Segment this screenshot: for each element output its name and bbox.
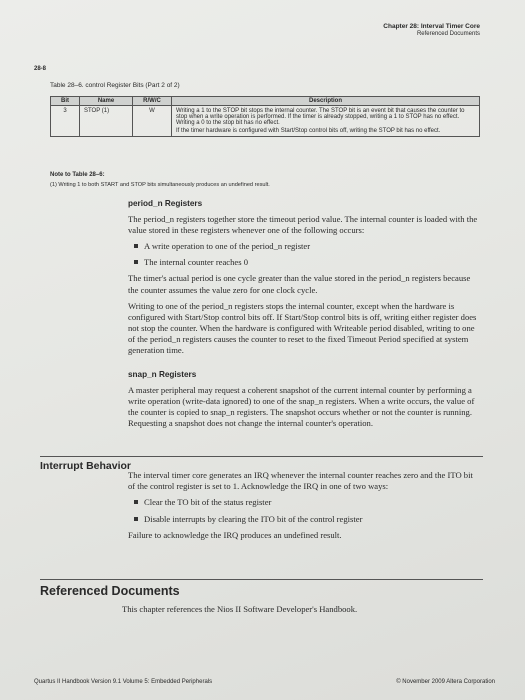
interrupt-paragraph-1: The interval timer core generates an IRQ whenever the internal counter reaches zero and the ITO bit of the control register is set to 1. Acknowledge the IRQ in one of two ways: <box>128 470 473 492</box>
period-paragraph-1: The period_n registers together store the timeout period value. The internal counter is loaded with the value stored in these registers whenever one of the following occurs: <box>128 213 478 235</box>
col-rwc: R/W/C <box>133 97 172 106</box>
period-section <box>128 199 478 362</box>
footer-left: Quartus II Handbook Version 9.1 Volume 5: Embedded Peripherals <box>34 679 213 685</box>
interrupt-heading: Interrupt Behavior <box>40 460 132 472</box>
col-name: Name <box>80 97 133 106</box>
referenced-section <box>122 604 472 620</box>
snap-paragraph-1: A master peripheral may request a coherent snapshot of the current internal counter by performing a write operation (write-data ignored) to one of the snap_n registers. When a write occurs, the value of the counter is copied to snap_n registers. The snapshot occurs whether or not the counter is running. Requesting a snapshot does not change the internal counter's operation. <box>128 384 475 429</box>
table-note-title: Note to Table 28–6: <box>50 172 105 178</box>
referenced-heading: Referenced Documents <box>40 584 180 598</box>
running-header-section: Referenced Documents <box>416 31 480 37</box>
bullet-icon <box>134 500 138 504</box>
snap-heading: snap_n Registers <box>128 370 197 379</box>
bullet-icon <box>134 517 138 521</box>
table-note-1: (1) Writing 1 to both START and STOP bits simultaneously produces an undefined result. <box>50 182 270 188</box>
interrupt-section <box>128 470 478 546</box>
cell-rwc: W <box>133 106 172 137</box>
table-row <box>51 106 480 137</box>
referenced-paragraph: This chapter references the Nios II Software Developer's Handbook. <box>122 604 358 614</box>
description-line-1: Writing a 1 to the STOP bit stops the internal counter. The STOP bit is an event bit that causes the counter to stop when a write operation is performed. If the timer is already stopped, writing a 1 to STOP has no effect. Writing a 0 to the stop bit has no effect. <box>176 108 465 126</box>
section-divider <box>40 456 483 457</box>
register-table <box>50 96 480 137</box>
list-item: A write operation to one of the period_n register <box>134 241 478 252</box>
period-paragraph-3: Writing to one of the period_n registers stops the internal counter, except when the hardware is configured with Start/Stop control bits off. If Start/Stop control bits is off, writing either register does not stop the counter. When the hardware is configured with Writeable period disabled, writing to one of the period_n registers causes the counter to reset to the fixed Timeout Period specified at system generation time. <box>128 300 477 356</box>
cell-name: STOP (1) <box>80 106 133 137</box>
bullet-icon <box>134 260 138 264</box>
running-header-chapter: Chapter 28: Interval Timer Core <box>383 23 480 30</box>
cell-bit: 3 <box>51 106 80 137</box>
section-divider <box>40 579 483 580</box>
footer-right: © November 2009 Altera Corporation <box>396 679 495 685</box>
list-item: The internal counter reaches 0 <box>134 257 478 268</box>
description-line-2: If the timer hardware is configured with Start/Stop control bits off, writing the STOP bit has no effect. <box>176 128 441 134</box>
table-header-row <box>51 97 480 106</box>
cell-description <box>172 106 480 137</box>
table-caption: Table 28–6. control Register Bits (Part 2 of 2) <box>50 82 180 89</box>
period-heading: period_n Registers <box>128 199 203 208</box>
period-paragraph-2: The timer's actual period is one cycle greater than the value stored in the period_n registers because the counter assumes the value zero for one clock cycle. <box>128 273 471 295</box>
page-number: 28-8 <box>34 66 47 72</box>
col-description: Description <box>172 97 480 106</box>
bullet-icon <box>134 244 138 248</box>
snap-section <box>128 370 478 434</box>
list-item: Clear the TO bit of the status register <box>134 497 478 508</box>
interrupt-paragraph-2: Failure to acknowledge the IRQ produces an undefined result. <box>128 529 342 540</box>
col-bit: Bit <box>51 97 80 106</box>
list-item: Disable interrupts by clearing the ITO bit of the control register <box>134 514 478 525</box>
